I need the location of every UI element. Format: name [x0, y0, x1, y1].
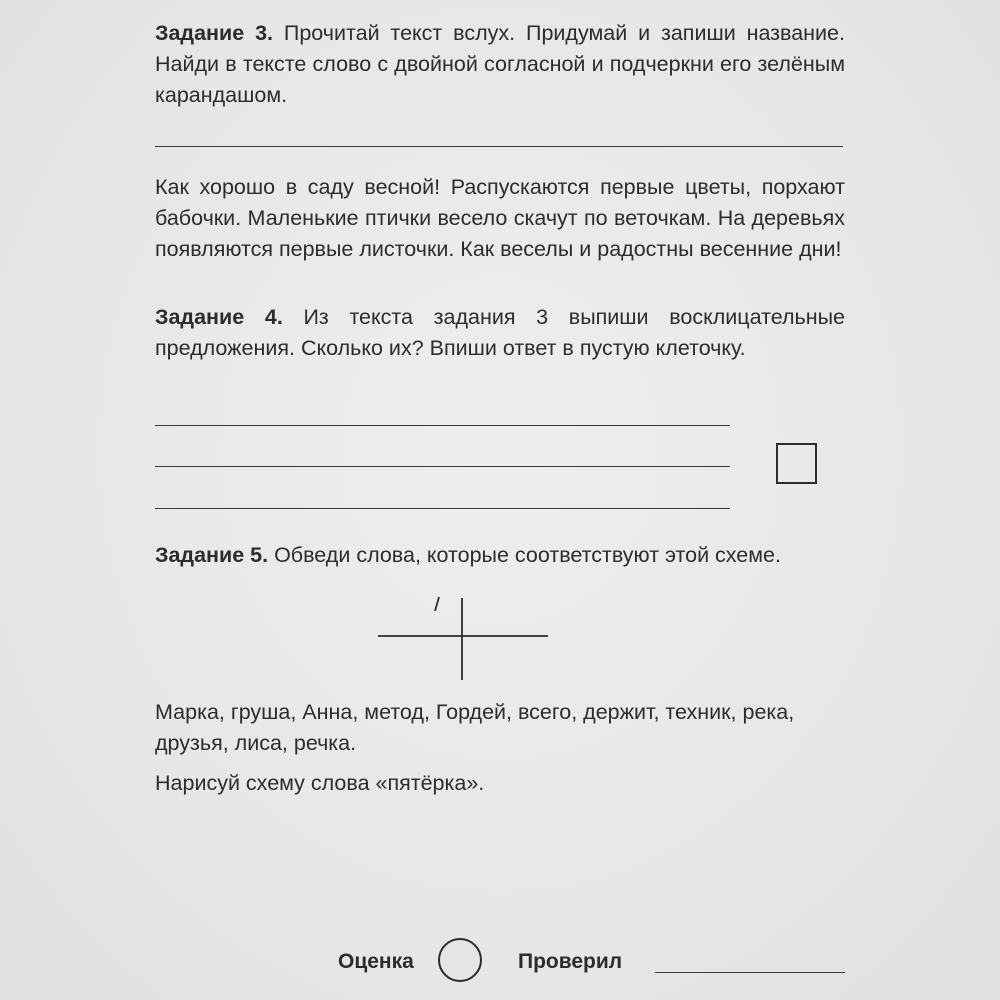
task4-text: Из текста задания 3 выпиши восклицательные предложения. Сколько их? Впиши ответ в пустую клеточку.: [155, 305, 845, 360]
task5-instruction: [155, 540, 845, 571]
checked-by-label: Проверил: [518, 950, 623, 973]
title-answer-line[interactable]: [155, 146, 843, 147]
task5-label: Задание 5.: [155, 543, 269, 567]
count-answer-box[interactable]: [776, 443, 817, 484]
task4-instruction: [155, 302, 845, 364]
task5-word-list: Марка, груша, Анна, метод, Гордей, всего, держит, техник, река, друзья, лиса, речка.: [155, 700, 795, 755]
task4-label: Задание 4.: [155, 305, 283, 329]
task3-instruction: [155, 18, 845, 111]
task3-label: Задание 3.: [155, 21, 274, 45]
answer-line-3[interactable]: [155, 508, 730, 509]
grade-label: Оценка: [338, 950, 414, 973]
checked-by-signature-line[interactable]: [655, 972, 845, 973]
word-scheme-diagram: [370, 592, 560, 684]
task3-text: Прочитай текст вслух. Придумай и запиши название. Найди в тексте слово с двойной согласной и подчеркни его зелёным карандашом.: [155, 21, 845, 107]
task3-passage: Как хорошо в саду весной! Распускаются первые цветы, порхают бабочки. Маленькие птички весело скачут по веточкам. На деревьях появляются первые листочки. Как веселы и радостны весенние дни!: [155, 175, 845, 261]
answer-line-2[interactable]: [155, 466, 730, 467]
scheme-stress-mark: [435, 597, 439, 611]
task5-text: Обведи слова, которые соответствуют этой схеме.: [268, 543, 781, 567]
grade-circle[interactable]: [438, 938, 482, 982]
task5-draw-instruction: Нарисуй схему слова «пятёрка».: [155, 771, 485, 795]
answer-line-1[interactable]: [155, 425, 730, 426]
